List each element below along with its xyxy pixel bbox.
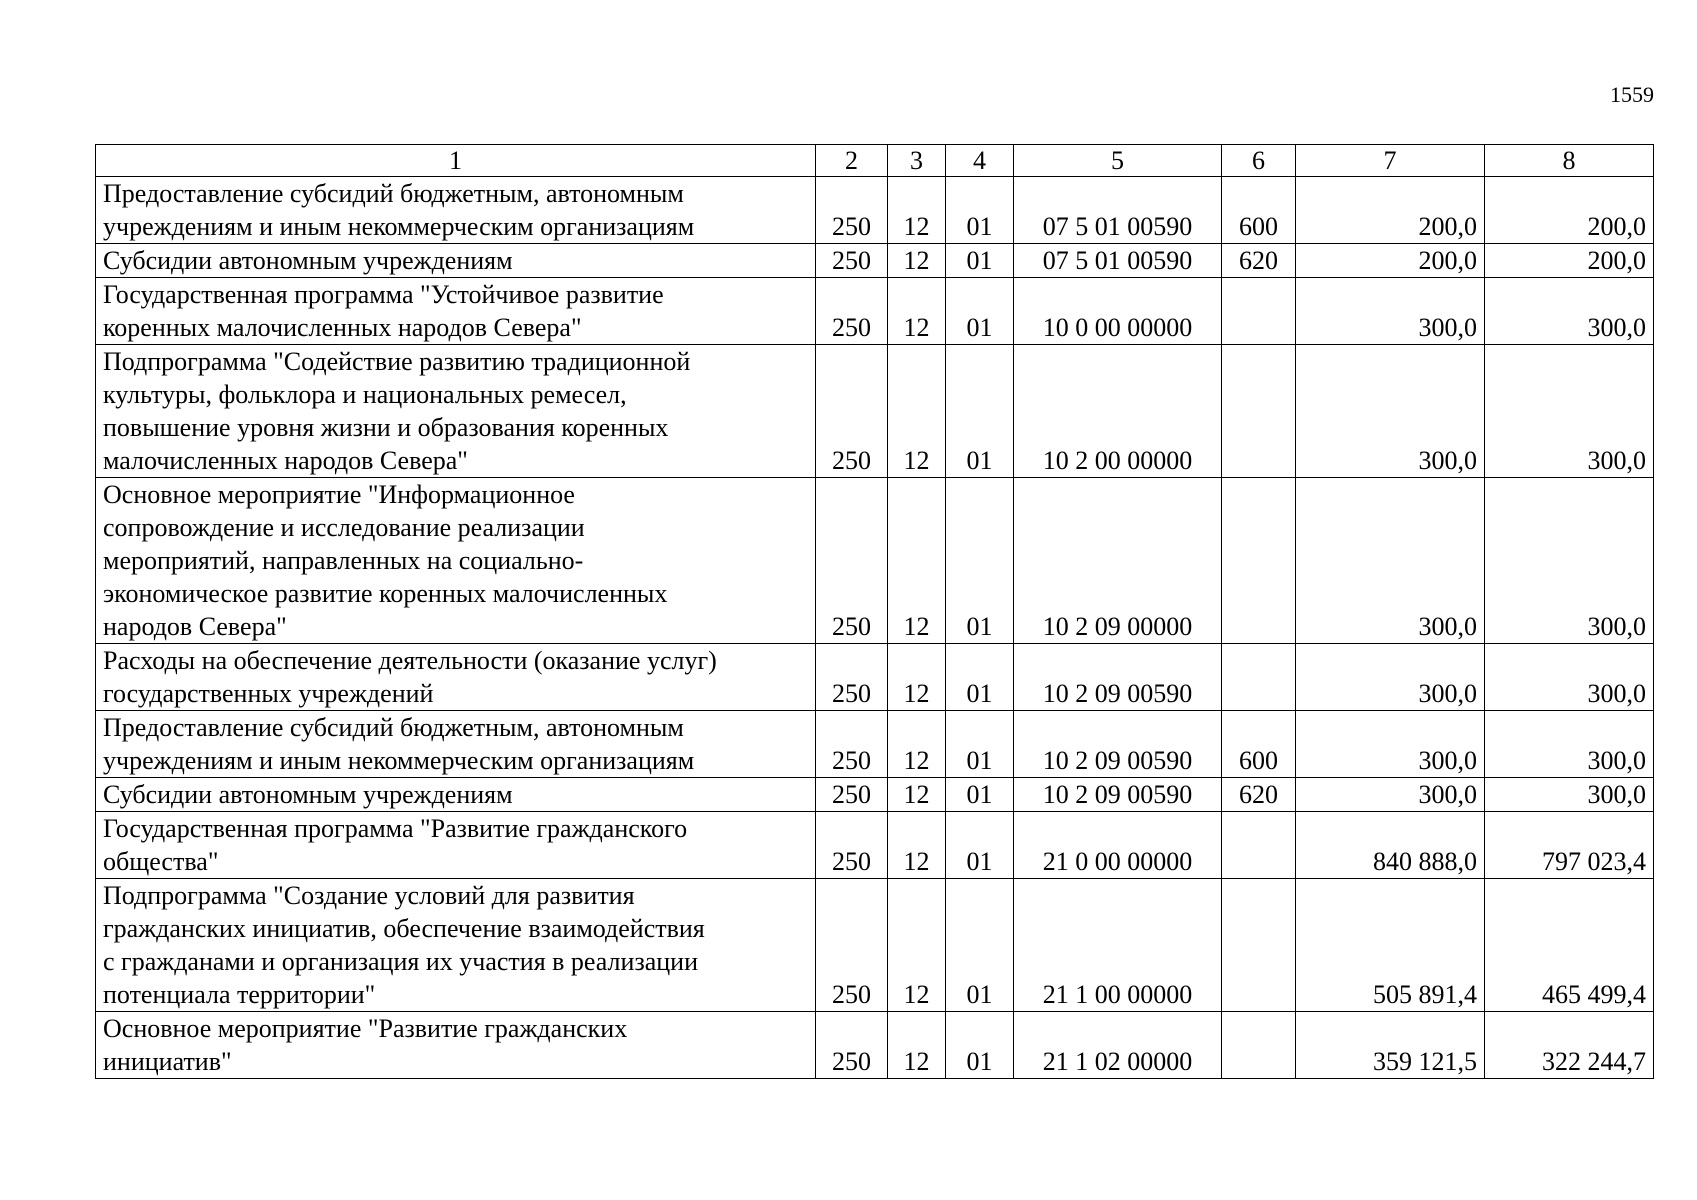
amount-cell: 840 888,0 [1296, 812, 1485, 879]
header-cell: 3 [888, 145, 946, 177]
row-description [96, 1012, 816, 1079]
description-line: Государственная программа "Устойчивое развитие [103, 280, 664, 309]
target-article-cell: 10 2 00 00000 [1014, 345, 1222, 478]
amount-cell: 300,0 [1296, 278, 1485, 345]
table-row [96, 1012, 1654, 1079]
description-line: Субсидии автономным учреждениям [103, 246, 513, 275]
row-description [96, 345, 816, 478]
admin-code-cell: 250 [816, 778, 888, 812]
amount-cell: 465 499,4 [1485, 879, 1654, 1012]
table-row [96, 345, 1654, 478]
expense-type-cell: 620 [1222, 778, 1296, 812]
target-article-cell: 10 2 09 00590 [1014, 644, 1222, 711]
section-code-cell: 12 [888, 177, 946, 244]
description-line: гражданских инициатив, обеспечение взаимодействия [103, 914, 705, 943]
row-description [96, 177, 816, 244]
expense-type-cell [1222, 278, 1296, 345]
amount-cell: 200,0 [1296, 177, 1485, 244]
description-line: мероприятий, направленных на социально- [103, 546, 584, 575]
admin-code-cell: 250 [816, 478, 888, 644]
target-article-cell: 10 0 00 00000 [1014, 278, 1222, 345]
description-line: Предоставление субсидий бюджетным, автономным [103, 713, 684, 742]
table-row [96, 244, 1654, 278]
expense-type-cell [1222, 812, 1296, 879]
description-line: Основное мероприятие "Информационное [103, 480, 575, 509]
description-line: Государственная программа "Развитие гражданского [103, 814, 688, 843]
table-row [96, 778, 1654, 812]
amount-cell: 322 244,7 [1485, 1012, 1654, 1079]
admin-code-cell: 250 [816, 244, 888, 278]
amount-cell: 300,0 [1296, 644, 1485, 711]
table-row [96, 478, 1654, 644]
table-row [96, 278, 1654, 345]
target-article-cell: 10 2 09 00590 [1014, 711, 1222, 778]
table-row [96, 879, 1654, 1012]
amount-cell: 300,0 [1485, 644, 1654, 711]
target-article-cell: 21 0 00 00000 [1014, 812, 1222, 879]
amount-cell: 200,0 [1296, 244, 1485, 278]
page-number: 1559 [1610, 82, 1654, 107]
table-row [96, 177, 1654, 244]
description-line: народов Севера" [103, 612, 287, 641]
amount-cell: 300,0 [1296, 711, 1485, 778]
description-line: Субсидии автономным учреждениям [103, 780, 513, 809]
expense-type-cell [1222, 1012, 1296, 1079]
section-code-cell: 12 [888, 778, 946, 812]
target-article-cell: 10 2 09 00590 [1014, 778, 1222, 812]
section-code-cell: 12 [888, 478, 946, 644]
section-code-cell: 12 [888, 879, 946, 1012]
table-body [96, 177, 1654, 1079]
header-cell: 6 [1222, 145, 1296, 177]
row-description [96, 478, 816, 644]
amount-cell: 797 023,4 [1485, 812, 1654, 879]
target-article-cell: 10 2 09 00000 [1014, 478, 1222, 644]
subsection-code-cell: 01 [946, 1012, 1014, 1079]
expense-type-cell [1222, 478, 1296, 644]
expense-type-cell: 600 [1222, 711, 1296, 778]
subsection-code-cell: 01 [946, 812, 1014, 879]
row-description [96, 644, 816, 711]
subsection-code-cell: 01 [946, 177, 1014, 244]
subsection-code-cell: 01 [946, 244, 1014, 278]
subsection-code-cell: 01 [946, 711, 1014, 778]
expense-type-cell [1222, 879, 1296, 1012]
subsection-code-cell: 01 [946, 879, 1014, 1012]
amount-cell: 300,0 [1296, 778, 1485, 812]
description-line: Расходы на обеспечение деятельности (оказание услуг) [103, 646, 717, 675]
subsection-code-cell: 01 [946, 644, 1014, 711]
row-description [96, 879, 816, 1012]
row-description [96, 778, 816, 812]
description-line: учреждениям и иным некоммерческим организациям [103, 212, 695, 241]
expense-type-cell [1222, 345, 1296, 478]
amount-cell: 300,0 [1485, 345, 1654, 478]
target-article-cell: 21 1 00 00000 [1014, 879, 1222, 1012]
section-code-cell: 12 [888, 1012, 946, 1079]
section-code-cell: 12 [888, 278, 946, 345]
admin-code-cell: 250 [816, 812, 888, 879]
target-article-cell: 21 1 02 00000 [1014, 1012, 1222, 1079]
row-description [96, 244, 816, 278]
description-line: учреждениям и иным некоммерческим организациям [103, 746, 695, 775]
budget-table [95, 144, 1654, 1079]
header-cell: 4 [946, 145, 1014, 177]
amount-cell: 300,0 [1296, 478, 1485, 644]
description-line: общества" [103, 847, 219, 876]
section-code-cell: 12 [888, 644, 946, 711]
description-line: культуры, фольклора и национальных ремесел, [103, 380, 627, 409]
amount-cell: 300,0 [1485, 278, 1654, 345]
description-line: коренных малочисленных народов Севера" [103, 313, 582, 342]
description-line: государственных учреждений [103, 679, 434, 708]
description-line: Подпрограмма "Создание условий для развития [103, 881, 635, 910]
header-cell: 2 [816, 145, 888, 177]
subsection-code-cell: 01 [946, 278, 1014, 345]
expense-type-cell [1222, 644, 1296, 711]
header-cell: 8 [1485, 145, 1654, 177]
header-cell: 1 [96, 145, 816, 177]
expense-type-cell: 620 [1222, 244, 1296, 278]
description-line: малочисленных народов Севера" [103, 446, 468, 475]
subsection-code-cell: 01 [946, 345, 1014, 478]
subsection-code-cell: 01 [946, 478, 1014, 644]
table-row [96, 711, 1654, 778]
description-line: Предоставление субсидий бюджетным, автономным [103, 179, 684, 208]
admin-code-cell: 250 [816, 879, 888, 1012]
description-line: экономическое развитие коренных малочисленных [103, 579, 668, 608]
section-code-cell: 12 [888, 812, 946, 879]
section-code-cell: 12 [888, 711, 946, 778]
admin-code-cell: 250 [816, 711, 888, 778]
admin-code-cell: 250 [816, 1012, 888, 1079]
description-line: Основное мероприятие "Развитие гражданских [103, 1014, 628, 1043]
row-description [96, 812, 816, 879]
header-cell: 7 [1296, 145, 1485, 177]
admin-code-cell: 250 [816, 644, 888, 711]
target-article-cell: 07 5 01 00590 [1014, 177, 1222, 244]
amount-cell: 200,0 [1485, 177, 1654, 244]
row-description [96, 278, 816, 345]
row-description [96, 711, 816, 778]
amount-cell: 300,0 [1485, 478, 1654, 644]
description-line: Подпрограмма "Содействие развитию традиционной [103, 347, 691, 376]
expense-type-cell: 600 [1222, 177, 1296, 244]
admin-code-cell: 250 [816, 278, 888, 345]
section-code-cell: 12 [888, 345, 946, 478]
description-line: с гражданами и организация их участия в реализации [103, 947, 698, 976]
description-line: потенциала территории" [103, 980, 376, 1009]
header-row [96, 145, 1654, 177]
description-line: повышение уровня жизни и образования коренных [103, 413, 669, 442]
header-cell: 5 [1014, 145, 1222, 177]
description-line: сопровождение и исследование реализации [103, 513, 585, 542]
table-row [96, 812, 1654, 879]
amount-cell: 200,0 [1485, 244, 1654, 278]
admin-code-cell: 250 [816, 177, 888, 244]
target-article-cell: 07 5 01 00590 [1014, 244, 1222, 278]
amount-cell: 505 891,4 [1296, 879, 1485, 1012]
subsection-code-cell: 01 [946, 778, 1014, 812]
description-line: инициатив" [103, 1047, 232, 1076]
section-code-cell: 12 [888, 244, 946, 278]
amount-cell: 300,0 [1485, 778, 1654, 812]
amount-cell: 300,0 [1296, 345, 1485, 478]
admin-code-cell: 250 [816, 345, 888, 478]
amount-cell: 300,0 [1485, 711, 1654, 778]
amount-cell: 359 121,5 [1296, 1012, 1485, 1079]
table-row [96, 644, 1654, 711]
